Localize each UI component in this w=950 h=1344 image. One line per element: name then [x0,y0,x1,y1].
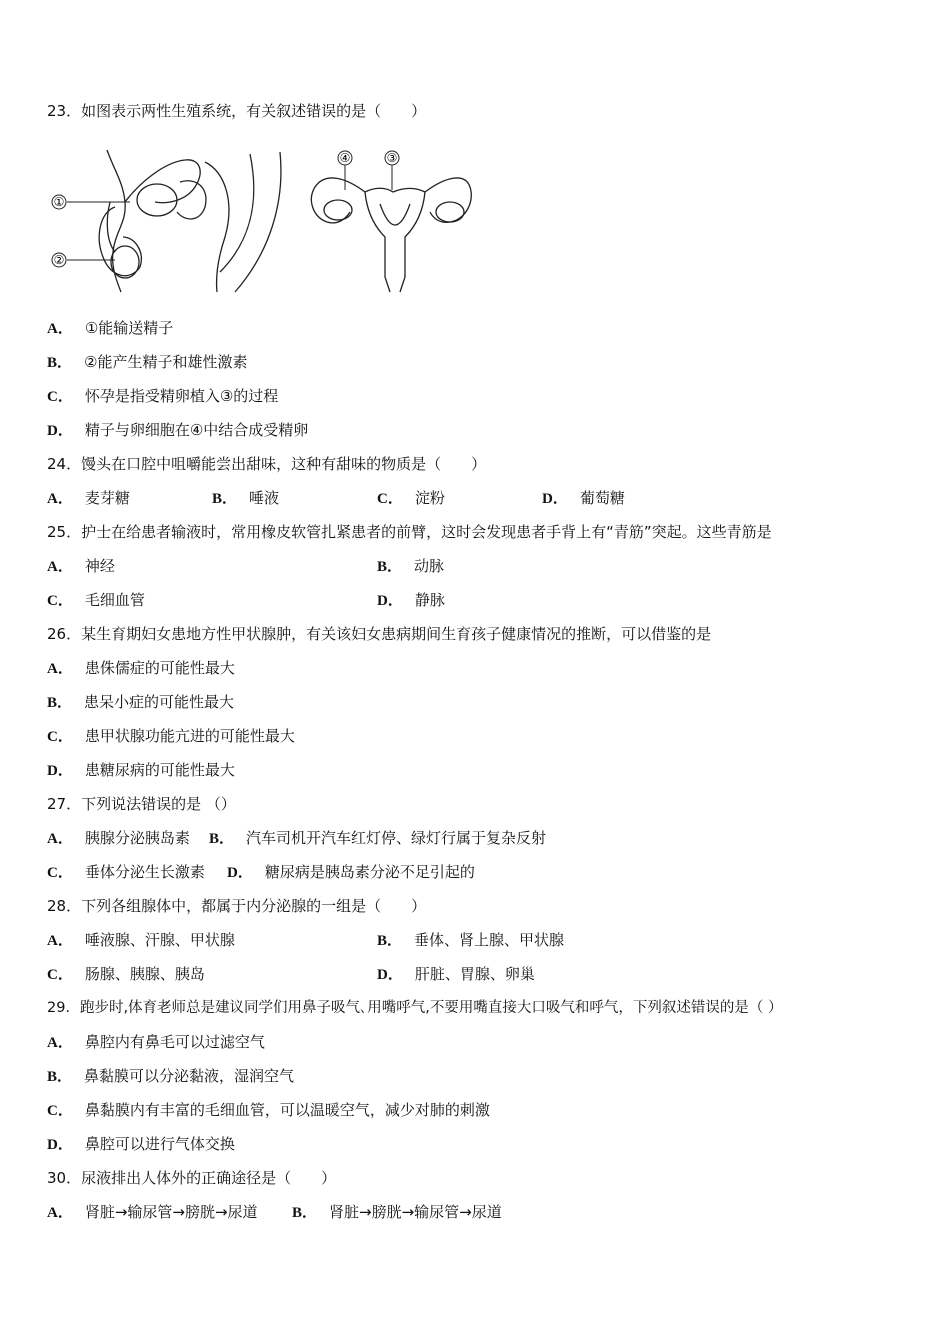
label-1: ① [53,195,65,209]
q28-option-c: C． 肠腺、胰腺、胰岛 [47,965,205,983]
q23-option-a: A． ①能输送精子 [47,319,174,337]
q24-option-c: C． 淀粉 [377,489,445,507]
question-29-stem: 29．跑步时,体育老师总是建议同学们用鼻子吸气､用嘴呼气,不要用嘴直接大口吸气和呼气，下列叙述错误的是（ ） [47,1000,783,1016]
reproductive-system-figure [45,142,475,297]
q29-option-c: C． 鼻黏膜内有丰富的毛细血管，可以温暖空气，减少对肺的刺激 [47,1101,490,1119]
q27-option-c: C． 垂体分泌生长激素 [47,863,205,881]
q26-option-b: B． 患呆小症的可能性最大 [47,693,235,711]
q25-option-d: D． 静脉 [377,591,445,609]
question-28-stem: 28．下列各组腺体中，都属于内分泌腺的一组是（ ） [47,897,427,915]
q26-option-c: C． 患甲状腺功能亢进的可能性最大 [47,727,295,745]
female-reproductive-diagram [311,178,471,292]
q28-option-d: D． 肝脏、胃腺、卵巢 [377,965,535,983]
male-reproductive-diagram [99,150,281,292]
label-3: ③ [386,151,398,165]
q23-option-c: C． 怀孕是指受精卵植入③的过程 [47,387,279,405]
question-25-stem: 25．护士在给患者输液时，常用橡皮软管扎紧患者的前臂，这时会发现患者手背上有“青筋”突起。这些青筋是 [47,523,772,541]
q23-option-b: B． ②能产生精子和雄性激素 [47,353,248,371]
question-24-stem: 24．馒头在口腔中咀嚼能尝出甜味，这种有甜味的物质是（ ） [47,455,487,473]
q29-option-d: D． 鼻腔可以进行气体交换 [47,1135,235,1153]
question-26-stem: 26．某生育期妇女患地方性甲状腺肿，有关该妇女患病期间生育孩子健康情况的推断，可以借鉴的是 [47,625,712,643]
q30-option-a: A． 肾脏→输尿管→膀胱→尿道 [47,1203,258,1221]
q25-option-a: A． 神经 [47,557,115,575]
q26-option-d: D． 患糖尿病的可能性最大 [47,761,235,779]
question-30-stem: 30．尿液排出人体外的正确途径是（ ） [47,1169,337,1187]
q27-option-b: B． 汽车司机开汽车红灯停、绿灯行属于复杂反射 [209,829,547,847]
question-23-stem: 23．如图表示两性生殖系统，有关叙述错误的是（ ） [47,102,427,120]
question-27-stem: 27．下列说法错误的是 （） [47,795,236,813]
q29-option-b: B． 鼻黏膜可以分泌黏液，湿润空气 [47,1067,295,1085]
q25-option-b: B． 动脉 [377,557,445,575]
q29-option-a: A． 鼻腔内有鼻毛可以过滤空气 [47,1033,265,1051]
label-2: ② [53,253,65,267]
q28-option-a: A． 唾液腺、汗腺、甲状腺 [47,931,235,949]
q24-option-b: B． 唾液 [212,489,280,507]
q24-option-d: D． 葡萄糖 [542,489,625,507]
q24-option-a: A． 麦芽糖 [47,489,130,507]
q26-option-a: A． 患侏儒症的可能性最大 [47,659,235,677]
label-4: ④ [339,151,351,165]
q23-option-d: D． 精子与卵细胞在④中结合成受精卵 [47,421,309,439]
q28-option-b: B． 垂体、肾上腺、甲状腺 [377,931,565,949]
q27-option-a: A． 胰腺分泌胰岛素 [47,829,190,847]
q30-option-b: B． 肾脏→膀胱→输尿管→尿道 [292,1203,502,1221]
q25-option-c: C． 毛细血管 [47,591,145,609]
q27-option-d: D． 糖尿病是胰岛素分泌不足引起的 [227,863,475,881]
